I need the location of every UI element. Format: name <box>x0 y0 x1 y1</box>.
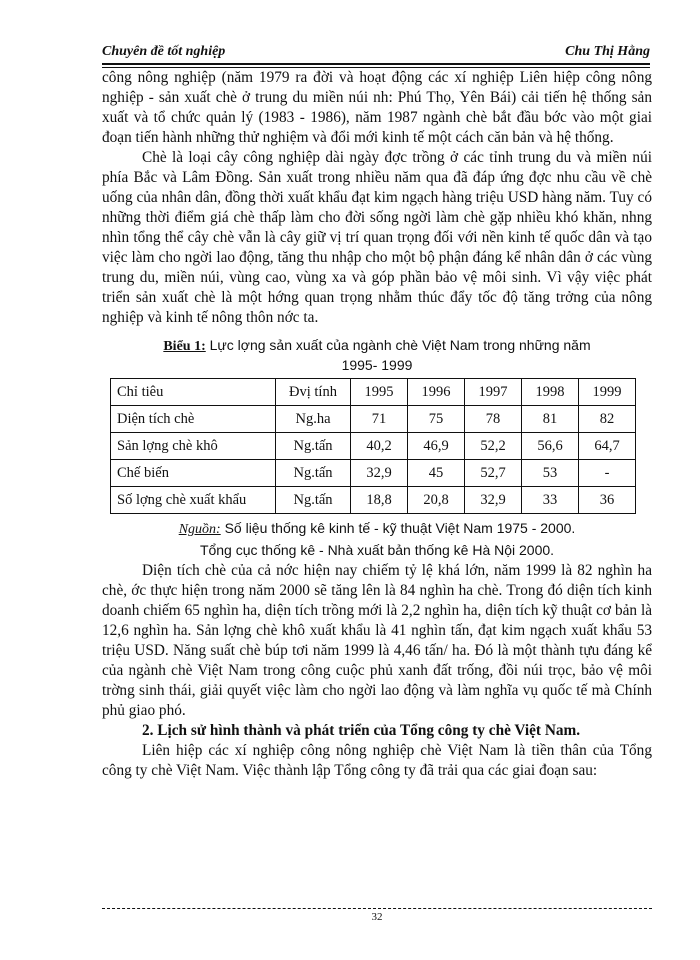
caption-text: Lực lợng sản xuất của ngành chè Việt Nam trong những năm <box>205 337 591 353</box>
para-line: thu nhập cho một bộ phận đáng kể nhân dân ở các vùng trung du, miền núi, vùng <box>102 249 652 286</box>
paragraph-tea-area <box>102 561 652 721</box>
table-cell: Số lợng chè xuất khẩu <box>111 487 276 514</box>
table-cell: 75 <box>408 406 465 433</box>
table-cell: 53 <box>522 460 579 487</box>
header-cell: 1997 <box>465 379 522 406</box>
table-row <box>111 460 636 487</box>
caption-label: Biểu 1: <box>163 339 206 354</box>
header-cell: 1996 <box>408 379 465 406</box>
para-line: Diện tích chè của cả nớc hiện nay chiếm tỷ lệ khá lớn, năm 1999 là 82 <box>142 562 593 579</box>
para-line: Nam trong công cuộc phủ xanh đất trống, đồi núi trọc, bảo vệ môi trờng sinh <box>102 662 653 699</box>
table-row <box>111 433 636 460</box>
table-cell: 33 <box>522 487 579 514</box>
page-header <box>102 44 650 64</box>
page-footer <box>102 906 652 926</box>
table-cell: 40,2 <box>351 433 408 460</box>
intro-line: căn bản và hệ thống. <box>487 129 614 146</box>
table-cell: 46,9 <box>408 433 465 460</box>
table-cell: Chế biến <box>111 460 276 487</box>
footer-rule <box>102 908 652 909</box>
table-cell: 71 <box>351 406 408 433</box>
table-source <box>102 518 652 561</box>
section-heading: 2. Lịch sử hình thành và phát triển của Tổng công ty chè Việt Nam. <box>142 722 581 739</box>
table-cell: 82 <box>579 406 636 433</box>
para-line: thái, giải quyết việc làm cho ngời lao động và làm nghĩa vụ quốc tế mà Chính <box>168 682 652 699</box>
source-label: Nguồn: <box>178 522 221 537</box>
header-cell: Đvị tính <box>276 379 351 406</box>
para-line: phủ giao phó. <box>102 702 186 719</box>
table-cell: Ng.ha <box>276 406 351 433</box>
para-line: cao, vùng xa và góp phần bảo vệ môi sinh. Vì vậy việc phát triển sản xuất chè là <box>102 269 652 306</box>
caption-years: 1995- 1999 <box>341 357 413 373</box>
table-cell: 52,7 <box>465 460 522 487</box>
para-line: Trong đó diện tích kinh doanh chiếm 65 nghìn ha, diện tích trồng mới là 2,2 <box>102 582 652 619</box>
table-cell: Ng.tấn <box>276 487 351 514</box>
para-line: Tổng công ty chè Việt Nam. Việc thành lập Tổng công ty đã trải qua các giai <box>102 742 652 779</box>
production-table <box>110 378 636 514</box>
table-cell: 36 <box>579 487 636 514</box>
table-cell: Ng.tấn <box>276 433 351 460</box>
para-line: Liên hiệp các xí nghiệp công nông nghiệp chè Việt Nam là tiền thân của <box>142 742 614 759</box>
table-cell: Ng.tấn <box>276 460 351 487</box>
para-line: khẩu là 41 nghìn tấn, đạt kim ngạch xuất khẩu 53 triệu USD. Năng suất chè búp <box>102 622 652 659</box>
page-number: 32 <box>371 911 383 923</box>
para-line: nhu cầu về chè uống của nhân dân, đồng thời xuất khẩu đạt kim ngạch hàng triệu <box>102 169 653 206</box>
intro-line: hệ thống sản xuất và tổ chức quản lý (1983 - 1986), năm 1987 ngành chè bắt đầu <box>102 89 652 126</box>
header-cell: Chỉ tiêu <box>111 379 276 406</box>
table-cell: 32,9 <box>465 487 522 514</box>
page-content <box>102 68 652 781</box>
source-text: Số liệu thống kê kinh tế - kỹ thuật Việt Nam 1975 - 2000. <box>220 520 576 536</box>
header-cell: 1998 <box>522 379 579 406</box>
header-author: Chu Thị Hằng <box>565 44 650 59</box>
para-line: USD hàng năm. Tuy có những thời điểm giá chè thấp làm cho đời sống ngời <box>102 189 652 226</box>
para-line: một hớng quan trọng nhằm thúc đẩy tốc độ tăng trởng của nông nghiệp và <box>102 289 653 326</box>
para-line: đoạn sau: <box>538 762 598 779</box>
para-line: miền núi phía Bắc và Lâm Đồng. Sản xuất trong nhiều năm qua đã đáp ứng đợc <box>102 149 652 186</box>
intro-line: nông nghiệp - sản xuất chè ở trung du miền núi nh: Phú Thọ, Yên Bái) cải tiến <box>102 69 652 106</box>
table-header-row <box>111 379 636 406</box>
table-cell: 20,8 <box>408 487 465 514</box>
table-cell: - <box>579 460 636 487</box>
table-caption <box>102 336 652 375</box>
table-cell: Sản lợng chè khô <box>111 433 276 460</box>
table-cell: 81 <box>522 406 579 433</box>
header-cell: 1995 <box>351 379 408 406</box>
table-cell: 78 <box>465 406 522 433</box>
paragraph-tea-industry <box>102 148 652 328</box>
para-line: nghìn ha chè, ớc thực hiện trong năm 2000 sẽ tăng lên là 84 nghìn ha chè. <box>102 562 652 599</box>
para-line: nghìn ha, diện tích kỹ thuật cơ bản là 12,6 nghìn ha. Sản lợng chè khô xuất <box>102 602 652 639</box>
para-line: tơi năm 1999 là 4,46 tấn/ ha. Đó là một thành tựu đáng kể của ngành chè Việt <box>102 642 653 679</box>
para-line: làm chè gặp nhiều khó khăn, nhng nhìn tổng thể cây chè vẫn là cây giữ vị trí <box>102 209 653 246</box>
table-row <box>111 406 636 433</box>
table-cell: 18,8 <box>351 487 408 514</box>
para-line: quan trọng đối với nền kinh tế quốc dân và tạo việc làm cho ngời lao động, tăng <box>102 229 652 266</box>
source-publisher: Tổng cục thống kê - Nhà xuất bản thống kê Hà Nội 2000. <box>199 542 555 558</box>
table-cell: 45 <box>408 460 465 487</box>
para-line: kinh tế nông thôn nớc ta. <box>165 309 319 326</box>
para-line: Chè là loại cây công nghiệp dài ngày đợc trồng ở các tỉnh trung du và <box>142 149 592 166</box>
table-row <box>111 487 636 514</box>
table-cell: Diện tích chè <box>111 406 276 433</box>
table-cell: 52,2 <box>465 433 522 460</box>
table-cell: 32,9 <box>351 460 408 487</box>
intro-line: công nông nghiệp (năm 1979 ra đời và hoạt động các xí nghiệp Liên hiệp công <box>102 69 616 86</box>
intro-line: bớc vào một giai đoạn tiến hành những thử nghiệm và đổi mới kinh tế một cách <box>102 109 652 146</box>
table-cell: 56,6 <box>522 433 579 460</box>
intro-paragraph <box>102 68 652 148</box>
paragraph-history <box>102 741 652 781</box>
header-cell: 1999 <box>579 379 636 406</box>
table-cell: 64,7 <box>579 433 636 460</box>
header-title: Chuyên đề tốt nghiệp <box>102 44 226 59</box>
header-rule <box>102 63 650 65</box>
